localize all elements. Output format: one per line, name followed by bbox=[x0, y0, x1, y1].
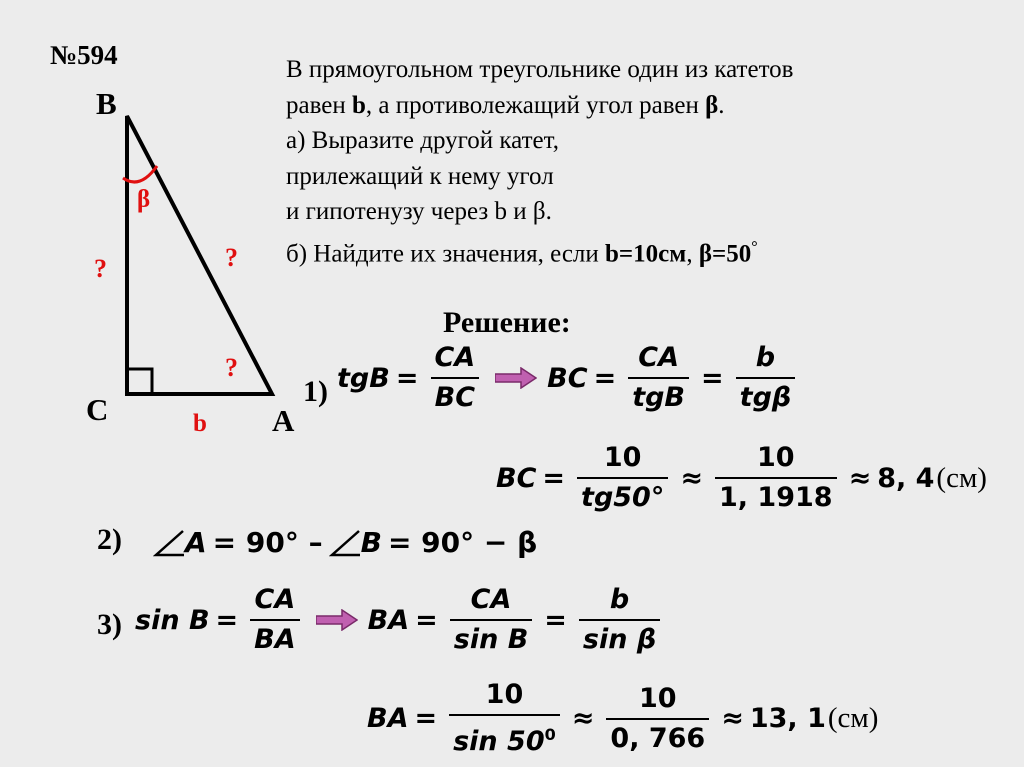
problem-number: №594 bbox=[50, 40, 118, 70]
statement-text: прилежащий к нему угол bbox=[286, 162, 554, 190]
fraction-denominator bbox=[449, 714, 560, 757]
fraction bbox=[715, 443, 837, 513]
fraction-numerator: CA bbox=[434, 342, 476, 373]
fraction-denominator: tg50° bbox=[577, 477, 668, 513]
math-term: BC bbox=[496, 462, 537, 494]
fraction-numerator: 10 bbox=[756, 442, 795, 473]
right-angle-marker bbox=[127, 369, 152, 394]
math-op: = bbox=[414, 703, 438, 734]
triangle-shape bbox=[127, 116, 272, 394]
angle-a-unknown: ? bbox=[225, 353, 238, 382]
denominator-base: sin 50 bbox=[453, 726, 545, 757]
step-2-number: 2) bbox=[97, 523, 122, 556]
fraction-denominator: sin B bbox=[450, 619, 533, 655]
fraction bbox=[736, 343, 796, 413]
fraction-denominator: sin β bbox=[579, 619, 660, 655]
math-term: BA bbox=[367, 604, 410, 636]
fraction bbox=[628, 343, 689, 413]
fraction bbox=[577, 443, 668, 513]
statement-text: а) Выразите другой катет, bbox=[286, 127, 559, 154]
fraction bbox=[449, 680, 560, 757]
statement-text: и гипотенузу через b и β. bbox=[286, 198, 552, 225]
math-op: = 90° − β bbox=[387, 526, 538, 559]
statement-text: равен bbox=[286, 91, 352, 119]
vertex-a-label: A bbox=[272, 403, 295, 438]
math-op: = bbox=[215, 604, 239, 636]
statement-text: В прямоугольном треугольнике один из катетов bbox=[286, 56, 794, 83]
fraction-numerator: CA bbox=[254, 584, 296, 615]
statement-var-beta: β bbox=[705, 91, 719, 119]
denominator-superscript: 0 bbox=[544, 725, 556, 744]
fraction-denominator: BC bbox=[431, 377, 479, 413]
statement-text: , bbox=[686, 239, 699, 267]
result-unit: (см) bbox=[936, 461, 987, 494]
math-term: BA bbox=[367, 703, 409, 734]
statement-text: . bbox=[718, 91, 725, 119]
step-3-calculation bbox=[367, 680, 878, 757]
result-value: 8, 4 bbox=[877, 462, 935, 494]
result-value: 13, 1 bbox=[749, 703, 826, 734]
step-1-number: 1) bbox=[303, 375, 328, 408]
math-term: sin B bbox=[135, 604, 210, 636]
implies-arrow-icon bbox=[495, 367, 537, 389]
vertex-b-label: B bbox=[96, 86, 117, 121]
angle-b-label: β bbox=[137, 186, 151, 213]
step-3-formula bbox=[135, 585, 666, 655]
vertex-c-label: C bbox=[86, 392, 109, 427]
math-op: = bbox=[593, 362, 617, 394]
fraction bbox=[430, 343, 479, 413]
fraction-numerator: 10 bbox=[485, 679, 524, 710]
fraction-numerator: 10 bbox=[639, 682, 677, 714]
math-op: = bbox=[395, 362, 419, 394]
fraction bbox=[450, 585, 533, 655]
math-term: tgB bbox=[337, 362, 390, 394]
degree-sign: ° bbox=[751, 238, 758, 256]
math-op: ≈ bbox=[721, 703, 744, 734]
math-op: ≈ bbox=[680, 462, 703, 494]
side-ca-label: b bbox=[193, 410, 207, 437]
fraction bbox=[579, 585, 660, 655]
math-op: = 90° – bbox=[212, 526, 323, 559]
statement-value-beta: β=50 bbox=[698, 239, 752, 267]
statement-text: б) Найдите их значения, если bbox=[286, 239, 606, 267]
math-term: A bbox=[185, 526, 207, 559]
fraction-numerator: b bbox=[755, 342, 776, 373]
side-bc-unknown: ? bbox=[94, 254, 107, 283]
angle-icon bbox=[153, 529, 185, 557]
math-op: ≈ bbox=[571, 703, 595, 734]
fraction-denominator: tgβ bbox=[736, 377, 796, 413]
implies-arrow-icon bbox=[316, 609, 358, 631]
fraction-numerator: 10 bbox=[603, 442, 642, 473]
statement-text: , а противолежащий угол равен bbox=[365, 91, 706, 119]
step-3-number: 3) bbox=[97, 608, 122, 641]
fraction-denominator: BA bbox=[250, 619, 299, 655]
fraction-numerator: CA bbox=[470, 584, 512, 615]
result-unit: (см) bbox=[827, 702, 879, 734]
fraction-numerator: b bbox=[609, 584, 630, 615]
math-op: = bbox=[544, 604, 567, 636]
fraction-denominator: 0, 766 bbox=[606, 718, 709, 754]
fraction-denominator: 1, 1918 bbox=[715, 477, 837, 513]
math-term: BC bbox=[547, 362, 588, 394]
side-ab-unknown: ? bbox=[225, 243, 238, 272]
math-op: ≈ bbox=[848, 462, 872, 494]
angle-icon bbox=[329, 529, 361, 557]
step-1-formula bbox=[337, 343, 801, 413]
fraction-denominator: tgB bbox=[628, 377, 689, 413]
math-term: B bbox=[360, 526, 382, 559]
fraction-numerator: CA bbox=[638, 342, 679, 373]
step-1-calculation bbox=[496, 443, 987, 513]
step-2-formula bbox=[153, 526, 543, 559]
fraction bbox=[250, 585, 299, 655]
math-op: = bbox=[415, 604, 438, 636]
math-op: = bbox=[542, 462, 566, 494]
solution-title: Решение: bbox=[443, 306, 571, 339]
fraction bbox=[606, 684, 709, 754]
statement-var-b: b bbox=[351, 91, 366, 119]
statement-value-b: b=10см bbox=[605, 239, 687, 267]
math-op: = bbox=[701, 362, 724, 394]
